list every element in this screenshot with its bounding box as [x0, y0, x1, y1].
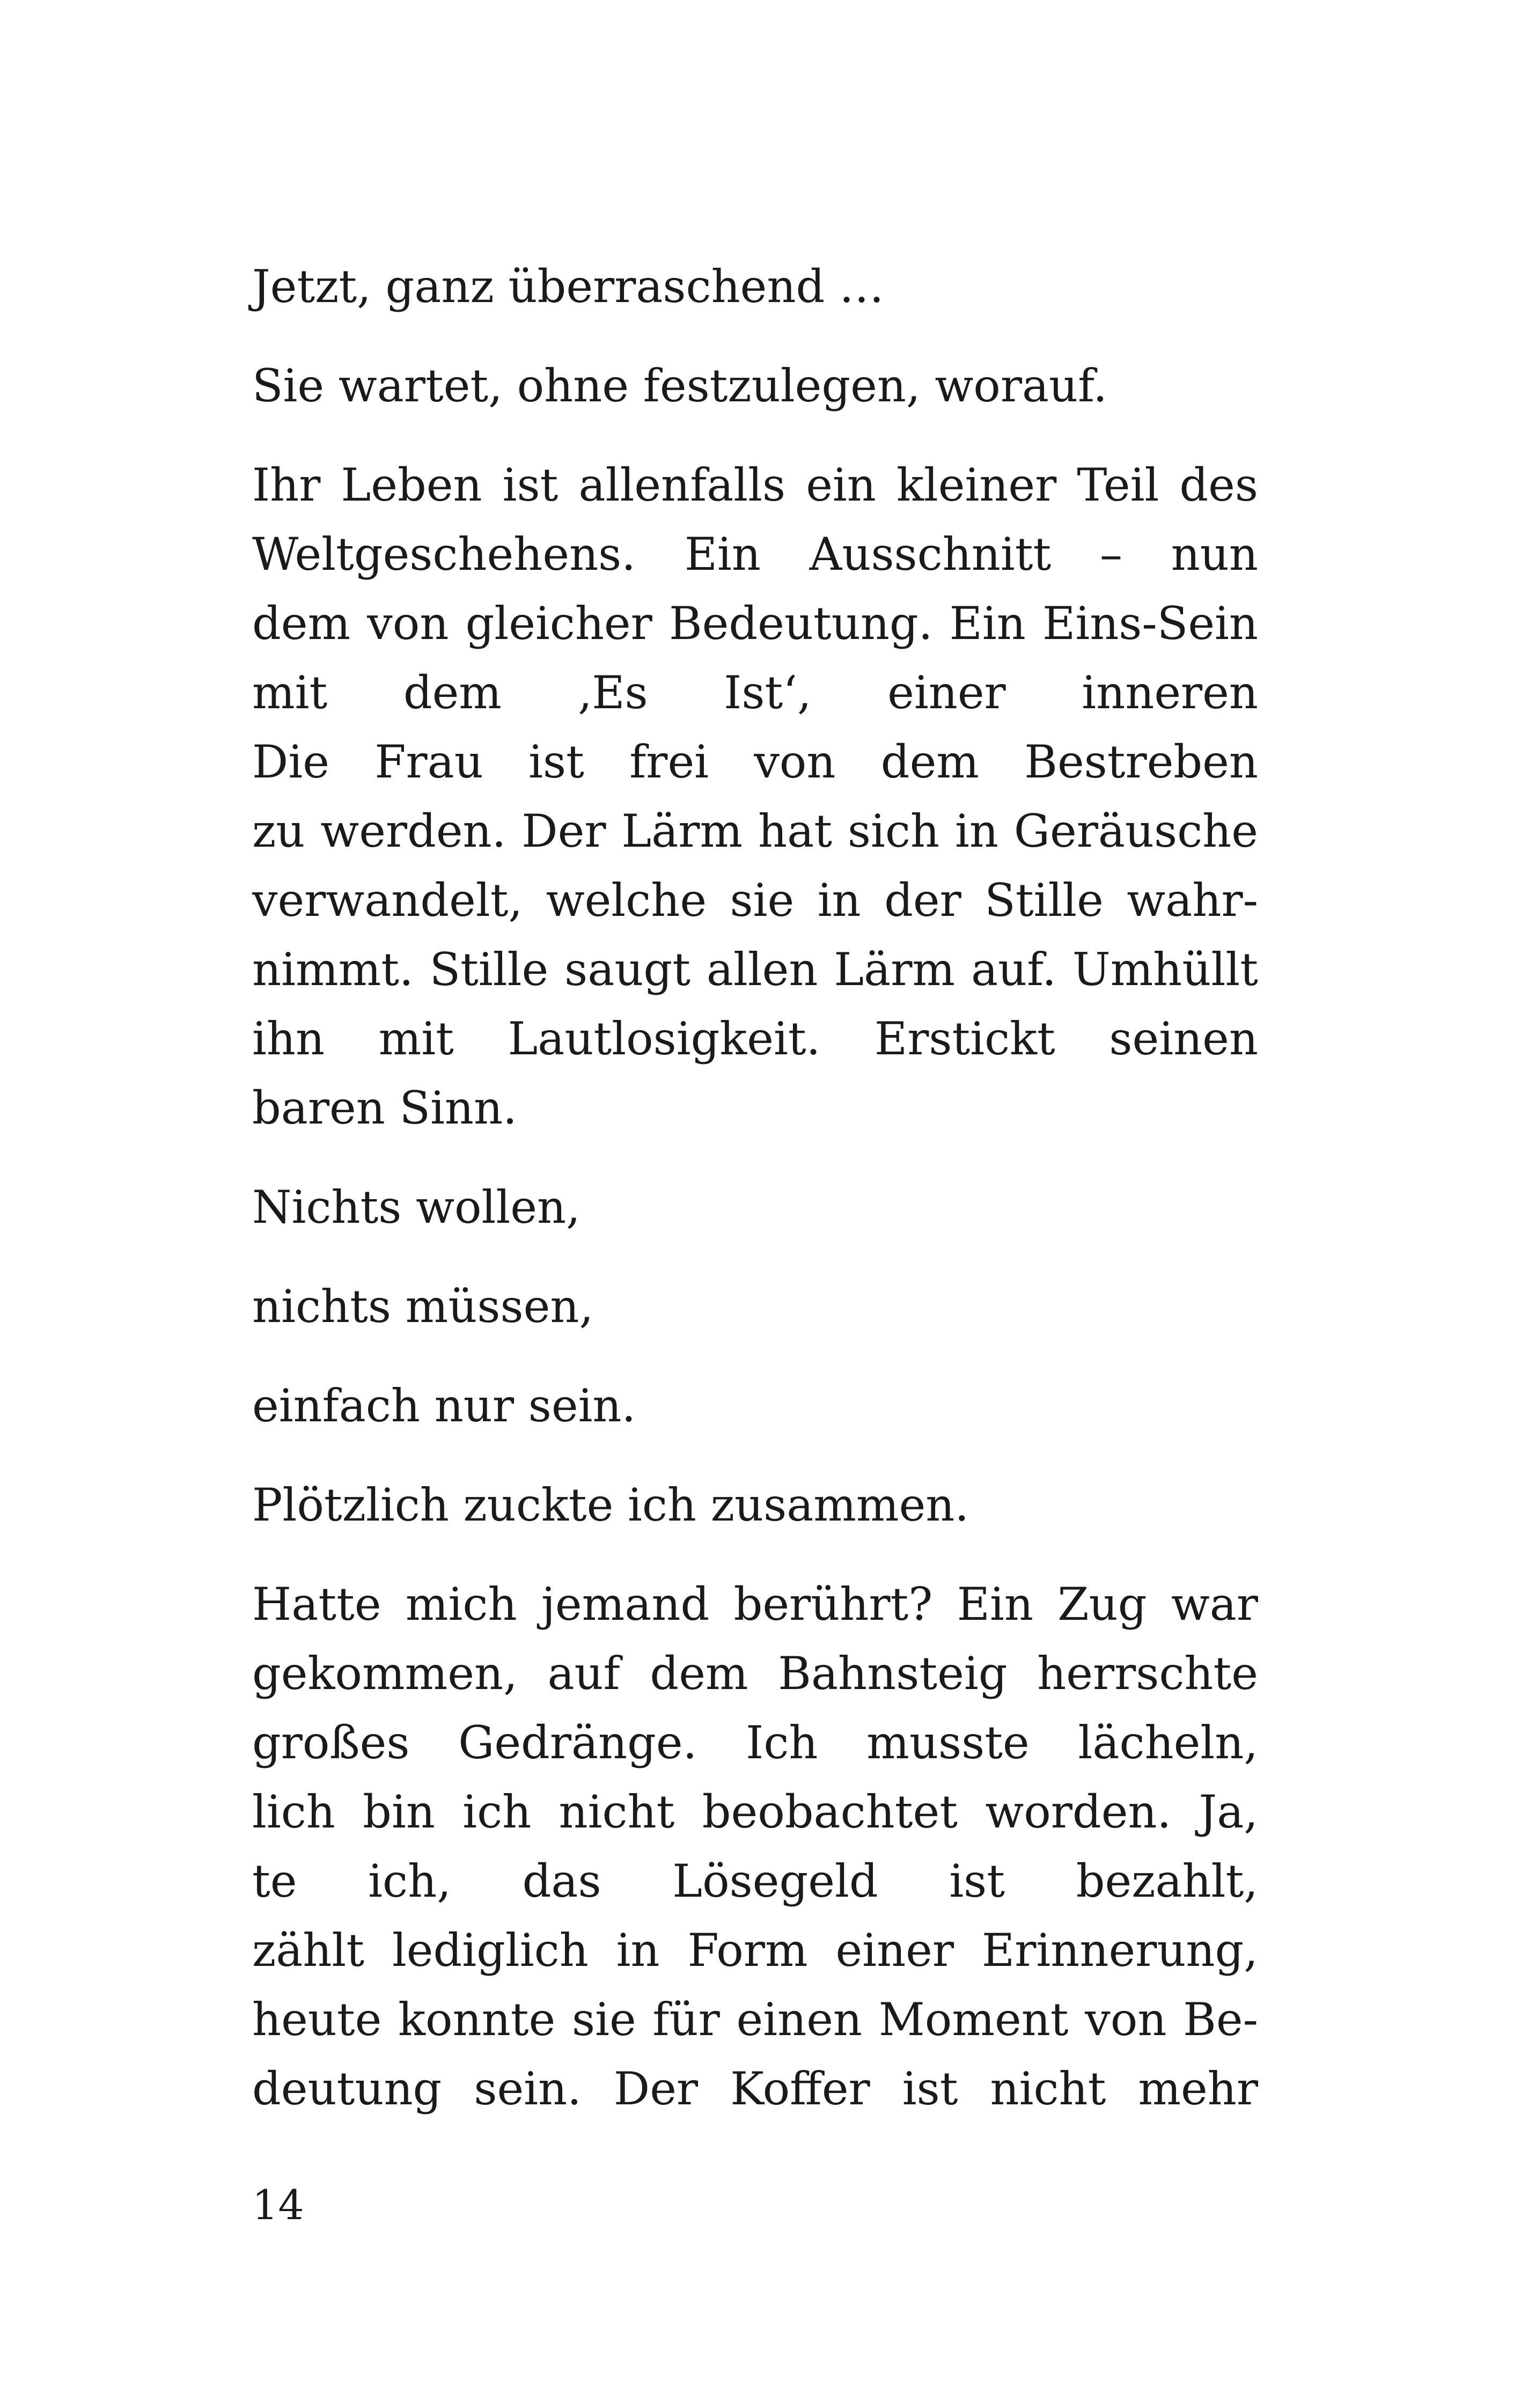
text-line: verwandelt, welche sie in der Stille wahr-	[252, 874, 1258, 927]
text-line: Weltgeschehens. Ein Ausschnitt – nun	[252, 528, 1258, 581]
text-line: ihn mit Lautlosigkeit. Erstickt seinen	[252, 1012, 1258, 1065]
paragraph	[252, 252, 1258, 321]
text-line: Nichts wollen,	[252, 1181, 581, 1234]
text-line: Plötzlich zuckte ich zusammen.	[252, 1479, 969, 1531]
text-line: nichts müssen,	[252, 1280, 594, 1333]
text-line: dem von gleicher Bedeutung. Ein Eins-Sein	[252, 597, 1258, 650]
paragraph	[252, 1371, 1258, 1441]
text-line: te ich, das Lösegeld ist bezahlt,	[252, 1855, 1258, 1907]
text-line: Die Frau ist frei von dem Bestreben	[252, 736, 1258, 788]
page-number: 14	[252, 2181, 304, 2229]
paragraph	[252, 1173, 1258, 1242]
paragraph	[252, 351, 1258, 421]
text-line: einfach nur sein.	[252, 1379, 636, 1432]
text-line: Hatte mich jemand berührt? Ein Zug war	[252, 1578, 1258, 1631]
text-line: Jetzt, ganz überraschend …	[252, 260, 884, 313]
text-line: deutung sein. Der Koffer ist nicht mehr	[252, 2062, 1258, 2115]
text-line: großes Gedränge. Ich musste lächeln,	[252, 1716, 1258, 1769]
text-line: nimmt. Stille saugt allen Lärm auf. Umhüllt	[252, 943, 1258, 996]
text-line: lich bin ich nicht beobachtet worden. Ja,	[252, 1786, 1258, 1838]
text-line: baren Sinn.	[252, 1082, 517, 1134]
paragraph	[252, 1471, 1258, 1540]
text-line: gekommen, auf dem Bahnsteig herrschte	[252, 1647, 1258, 1700]
paragraph	[252, 1272, 1258, 1341]
text-line: mit dem ‚Es Ist‘, einer inneren	[252, 666, 1258, 719]
text-line: zu werden. Der Lärm hat sich in Geräusche	[252, 805, 1258, 857]
paragraph	[252, 1570, 1258, 2124]
paragraph	[252, 451, 1258, 1143]
text-line: heute konnte sie für einen Moment von Be-	[252, 1993, 1258, 2046]
text-line: Sie wartet, ohne festzulegen, worauf.	[252, 359, 1107, 412]
text-line: zählt lediglich in Form einer Erinnerung,	[252, 1924, 1258, 1977]
body-text	[252, 252, 1258, 2154]
text-line: Ihr Leben ist allenfalls ein kleiner Teil des	[252, 459, 1258, 511]
